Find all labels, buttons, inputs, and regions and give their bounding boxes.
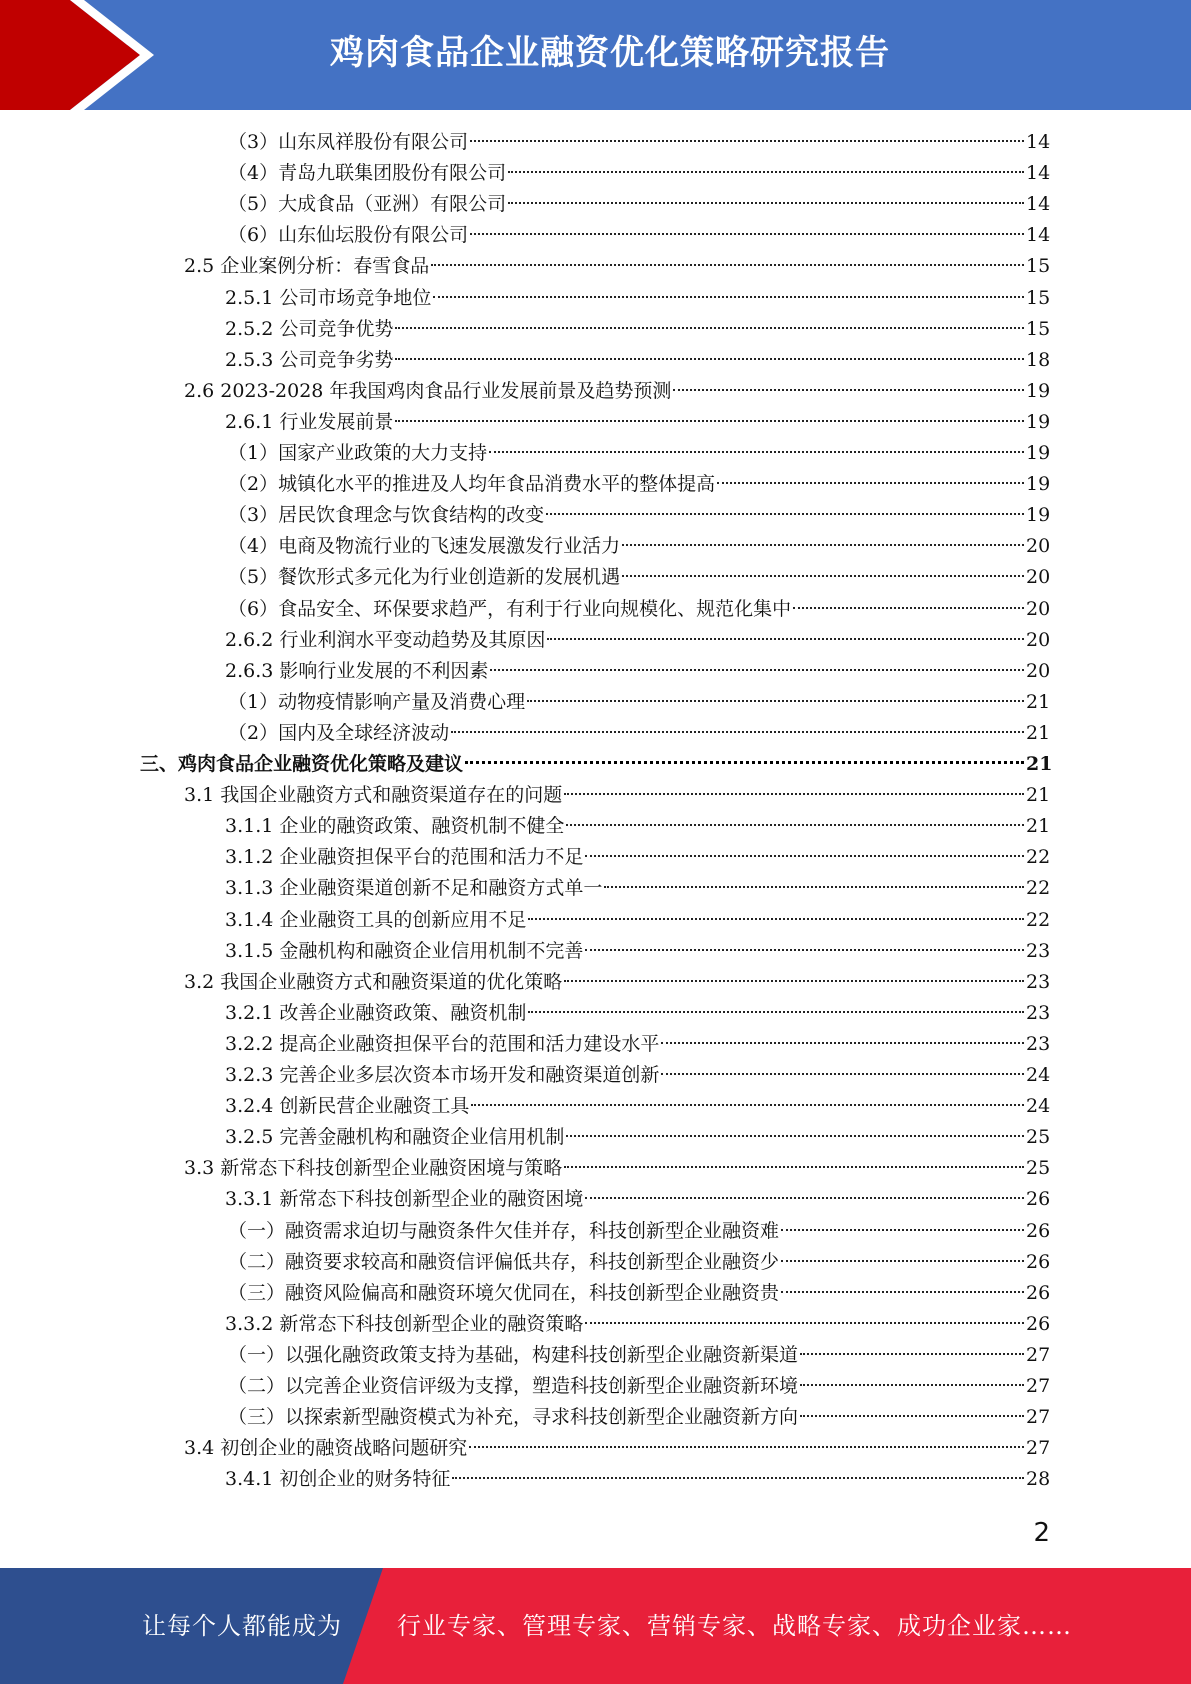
toc-entry[interactable] [228, 158, 1051, 189]
toc-entry[interactable] [228, 1340, 1051, 1371]
toc-entry[interactable] [184, 376, 1051, 407]
toc-entry[interactable] [225, 905, 1051, 936]
toc-entry-page: 23 [1026, 939, 1051, 962]
toc-dot-leader [717, 482, 1024, 484]
toc-entry-title: 3.4.1 初创企业的财务特征 [225, 1468, 451, 1491]
toc-entry-page: 21 [1026, 690, 1051, 713]
toc-entry-page: 22 [1026, 846, 1051, 869]
toc-entry-page: 20 [1026, 628, 1051, 651]
toc-entry-page: 20 [1026, 535, 1051, 558]
toc-dot-leader [528, 918, 1024, 920]
toc-dot-leader [527, 700, 1024, 702]
toc-entry[interactable] [184, 1153, 1051, 1184]
toc-entry-title: 三、鸡肉食品企业融资优化策略及建议 [140, 753, 464, 775]
toc-entry-page: 19 [1026, 410, 1051, 433]
toc-entry-page: 22 [1026, 908, 1051, 931]
toc-entry[interactable] [228, 718, 1051, 749]
toc-entry-title: （二）以完善企业资信评级为支撑，塑造科技创新型企业融资新环境 [228, 1375, 799, 1397]
toc-entry-title: （1）动物疫情影响产量及消费心理 [228, 690, 526, 713]
toc-entry-title: 2.5.1 公司市场竞争地位 [225, 286, 432, 309]
toc-entry[interactable] [225, 1184, 1051, 1215]
toc-entry-title: （6）山东仙坛股份有限公司 [228, 224, 469, 247]
toc-entry[interactable] [228, 1402, 1051, 1433]
toc-entry-title: （2）城镇化水平的推进及人均年食品消费水平的整体提高 [228, 473, 716, 496]
toc-entry[interactable] [225, 314, 1051, 345]
toc-dot-leader [465, 761, 1024, 764]
toc-dot-leader [508, 202, 1024, 204]
toc-entry[interactable] [225, 811, 1051, 842]
toc-entry-page: 15 [1026, 255, 1051, 278]
toc-entry-page: 15 [1026, 286, 1051, 309]
toc-dot-leader [451, 731, 1024, 733]
toc-dot-leader [395, 358, 1024, 360]
toc-dot-leader [585, 855, 1024, 857]
toc-entry-title: 2.6 2023-2028 年我国鸡肉食品行业发展前景及趋势预测 [184, 379, 672, 402]
toc-dot-leader [585, 1322, 1024, 1324]
toc-entry-title: 3.3.1 新常态下科技创新型企业的融资困境 [225, 1188, 584, 1211]
toc-dot-leader [470, 140, 1024, 142]
toc-entry-page: 21 [1026, 753, 1053, 775]
toc-entry-title: （4）青岛九联集团股份有限公司 [228, 162, 507, 185]
toc-entry[interactable] [228, 469, 1051, 500]
toc-entry[interactable] [184, 251, 1051, 282]
toc-entry[interactable] [225, 1091, 1051, 1122]
toc-entry-page: 27 [1026, 1375, 1051, 1397]
footer-slogan-right: 行业专家、管理专家、营销专家、战略专家、成功企业家…… [397, 1612, 1072, 1640]
toc-dot-leader [395, 420, 1024, 422]
toc-dot-leader [585, 1197, 1024, 1199]
toc-entry[interactable] [184, 780, 1051, 811]
toc-dot-leader [566, 824, 1024, 826]
toc-entry-page: 24 [1026, 1095, 1051, 1118]
toc-dot-leader [800, 1384, 1024, 1386]
toc-entry-page: 14 [1026, 162, 1051, 185]
toc-entry[interactable] [184, 1433, 1051, 1464]
toc-entry-title: 3.2.5 完善金融机构和融资企业信用机制 [225, 1126, 565, 1149]
toc-dot-leader [566, 1135, 1024, 1137]
toc-entry-page: 26 [1026, 1219, 1051, 1242]
toc-dot-leader [781, 1229, 1024, 1231]
toc-entry-page: 25 [1026, 1126, 1051, 1149]
toc-entry-title: 3.1.5 金融机构和融资企业信用机制不完善 [225, 939, 584, 962]
toc-dot-leader [564, 980, 1024, 982]
toc-entry-title: （三）融资风险偏高和融资环境欠优同在，科技创新型企业融资贵 [228, 1281, 780, 1304]
toc-entry[interactable] [225, 407, 1051, 438]
toc-dot-leader [433, 296, 1024, 298]
toc-entry-page: 26 [1026, 1250, 1051, 1273]
toc-dot-leader [431, 264, 1024, 266]
toc-entry-title: 3.2.2 提高企业融资担保平台的范围和活力建设水平 [225, 1032, 660, 1055]
toc-entry[interactable] [225, 656, 1051, 687]
toc-entry-page: 26 [1026, 1312, 1051, 1335]
toc-entry-title: （4）电商及物流行业的飞速发展激发行业活力 [228, 535, 621, 558]
toc-dot-leader [452, 1477, 1024, 1479]
toc-dot-leader [508, 171, 1024, 173]
toc-entry-title: （2）国内及全球经济波动 [228, 721, 450, 744]
toc-entry-page: 15 [1026, 317, 1051, 340]
toc-dot-leader [470, 233, 1024, 235]
toc-dot-leader [604, 886, 1024, 888]
toc-entry-title: 3.3.2 新常态下科技创新型企业的融资策略 [225, 1312, 584, 1335]
toc-entry-title: 3.2.4 创新民营企业融资工具 [225, 1095, 470, 1118]
toc-entry-title: （5）大成食品（亚洲）有限公司 [228, 193, 507, 216]
toc-entry-page: 20 [1026, 566, 1051, 589]
toc-entry[interactable] [228, 531, 1051, 562]
toc-entry-title: 3.2 我国企业融资方式和融资渠道的优化策略 [184, 970, 563, 993]
toc-entry[interactable] [225, 345, 1051, 376]
toc-entry-page: 25 [1026, 1157, 1051, 1180]
toc-dot-leader [661, 1042, 1024, 1044]
toc-entry-page: 20 [1026, 597, 1051, 620]
toc-entry-title: （6）食品安全、环保要求趋严，有利于行业向规模化、规范化集中 [228, 597, 792, 620]
toc-dot-leader [395, 327, 1024, 329]
toc-entry[interactable] [228, 1216, 1051, 1247]
toc-entry[interactable] [228, 594, 1051, 625]
report-title: 鸡肉食品企业融资优化策略研究报告 [330, 33, 890, 73]
toc-entry-title: 3.1.3 企业融资渠道创新不足和融资方式单一 [225, 877, 603, 900]
toc-entry-title: 2.6.3 影响行业发展的不利因素 [225, 659, 489, 682]
toc-dot-leader [564, 1166, 1024, 1168]
toc-entry-page: 21 [1026, 721, 1051, 744]
toc-dot-leader [661, 1073, 1024, 1075]
toc-entry-title: （一）以强化融资政策支持为基础，构建科技创新型企业融资新渠道 [228, 1343, 799, 1366]
toc-entry-page: 19 [1026, 379, 1051, 402]
toc-entry-page: 20 [1026, 659, 1051, 682]
toc-entry-page: 26 [1026, 1281, 1051, 1304]
toc-entry-title: 3.1.4 企业融资工具的创新应用不足 [225, 908, 527, 931]
toc-dot-leader [489, 451, 1024, 453]
toc-entry[interactable] [225, 283, 1051, 314]
toc-entry-page: 22 [1026, 877, 1051, 900]
toc-entry-title: 3.3 新常态下科技创新型企业融资困境与策略 [184, 1157, 563, 1180]
toc-entry-page: 23 [1026, 1032, 1051, 1055]
toc-entry-page: 18 [1026, 348, 1051, 371]
toc-entry-title: （3）居民饮食理念与饮食结构的改变 [228, 504, 545, 527]
toc-entry[interactable] [225, 873, 1051, 904]
toc-entry-title: 2.5.3 公司竞争劣势 [225, 348, 394, 371]
toc-entry-title: 2.6.1 行业发展前景 [225, 410, 394, 433]
toc-entry[interactable] [140, 749, 1053, 780]
toc-entry[interactable] [225, 842, 1051, 873]
toc-entry-title: 3.2.1 改善企业融资政策、融资机制 [225, 1001, 527, 1024]
toc-dot-leader [781, 1260, 1024, 1262]
toc-entry[interactable] [228, 562, 1051, 593]
toc-entry-page: 27 [1026, 1406, 1051, 1429]
toc-entry-page: 19 [1026, 473, 1051, 496]
toc-entry-page: 19 [1026, 442, 1051, 464]
toc-entry-page: 21 [1026, 815, 1051, 838]
toc-entry-page: 14 [1026, 131, 1051, 153]
toc-entry-page: 27 [1026, 1343, 1051, 1366]
toc-entry[interactable] [228, 189, 1051, 220]
footer-banner [0, 1568, 1191, 1684]
toc-entry-page: 27 [1026, 1437, 1051, 1460]
toc-entry[interactable] [225, 1309, 1051, 1340]
toc-entry-title: 3.1.2 企业融资担保平台的范围和活力不足 [225, 846, 584, 869]
toc-dot-leader [469, 1446, 1024, 1448]
header-bar [0, 0, 1191, 110]
toc-entry[interactable] [225, 1464, 1051, 1495]
toc-dot-leader [673, 389, 1024, 391]
toc-entry-title: 3.1.1 企业的融资政策、融资机制不健全 [225, 815, 565, 838]
toc-dot-leader [471, 1104, 1024, 1106]
toc-entry-title: （5）餐饮形式多元化为行业创造新的发展机遇 [228, 566, 621, 589]
toc-entry[interactable] [225, 936, 1051, 967]
toc-dot-leader [622, 575, 1024, 577]
toc-entry-title: 3.2.3 完善企业多层次资本市场开发和融资渠道创新 [225, 1064, 660, 1086]
toc-dot-leader [800, 1415, 1024, 1417]
toc-entry[interactable] [228, 1247, 1051, 1278]
toc-entry[interactable] [228, 1278, 1051, 1309]
toc-dot-leader [781, 1291, 1024, 1293]
toc-entry-title: （3）山东凤祥股份有限公司 [228, 131, 469, 153]
toc-entry[interactable] [228, 687, 1051, 718]
toc-entry-title: （1）国家产业政策的大力支持 [228, 442, 488, 464]
toc-entry-title: （一）融资需求迫切与融资条件欠佳并存，科技创新型企业融资难 [228, 1219, 780, 1242]
toc-entry-page: 26 [1026, 1188, 1051, 1211]
toc-entry[interactable] [184, 967, 1051, 998]
toc-entry[interactable] [225, 1029, 1051, 1060]
toc-entry[interactable] [225, 1122, 1051, 1153]
toc-entry-title: （三）以探索新型融资模式为补充，寻求科技创新型企业融资新方向 [228, 1406, 799, 1429]
toc-entry-title: 2.5.2 公司竞争优势 [225, 317, 394, 340]
toc-dot-leader [793, 607, 1024, 609]
toc-entry[interactable] [228, 220, 1051, 251]
toc-entry[interactable] [228, 438, 1051, 469]
toc-entry-page: 21 [1026, 784, 1051, 807]
toc-entry-page: 24 [1026, 1064, 1051, 1086]
toc-entry-page: 28 [1026, 1468, 1051, 1491]
toc-entry-page: 14 [1026, 193, 1051, 216]
toc-dot-leader [800, 1353, 1024, 1355]
toc-dot-leader [528, 1011, 1024, 1013]
toc-dot-leader [585, 949, 1024, 951]
toc-entry[interactable] [228, 127, 1051, 158]
page-number: 2 [1033, 1518, 1050, 1548]
toc-entry-page: 23 [1026, 970, 1051, 993]
toc-dot-leader [547, 638, 1024, 640]
header-arrow-decoration [0, 0, 160, 110]
toc-entry[interactable] [225, 998, 1051, 1029]
toc-entry[interactable] [228, 500, 1051, 531]
toc-entry-page: 23 [1026, 1001, 1051, 1024]
toc-entry[interactable] [228, 1371, 1051, 1402]
toc-entry-title: 2.6.2 行业利润水平变动趋势及其原因 [225, 628, 546, 651]
toc-entry-title: （二）融资要求较高和融资信评偏低共存，科技创新型企业融资少 [228, 1250, 780, 1273]
toc-entry-title: 3.1 我国企业融资方式和融资渠道存在的问题 [184, 784, 563, 807]
toc-entry[interactable] [225, 1060, 1051, 1091]
toc-entry[interactable] [225, 625, 1051, 656]
toc-entry-page: 19 [1026, 504, 1051, 527]
toc-dot-leader [622, 544, 1024, 546]
toc-dot-leader [490, 669, 1024, 671]
toc-entry-page: 14 [1026, 224, 1051, 247]
toc-dot-leader [564, 793, 1024, 795]
toc-entry-title: 3.4 初创企业的融资战略问题研究 [184, 1437, 468, 1460]
toc-entry-title: 2.5 企业案例分析：春雪食品 [184, 255, 430, 278]
toc-dot-leader [546, 513, 1024, 515]
footer-slogan-left: 让每个人都能成为 [142, 1612, 342, 1640]
